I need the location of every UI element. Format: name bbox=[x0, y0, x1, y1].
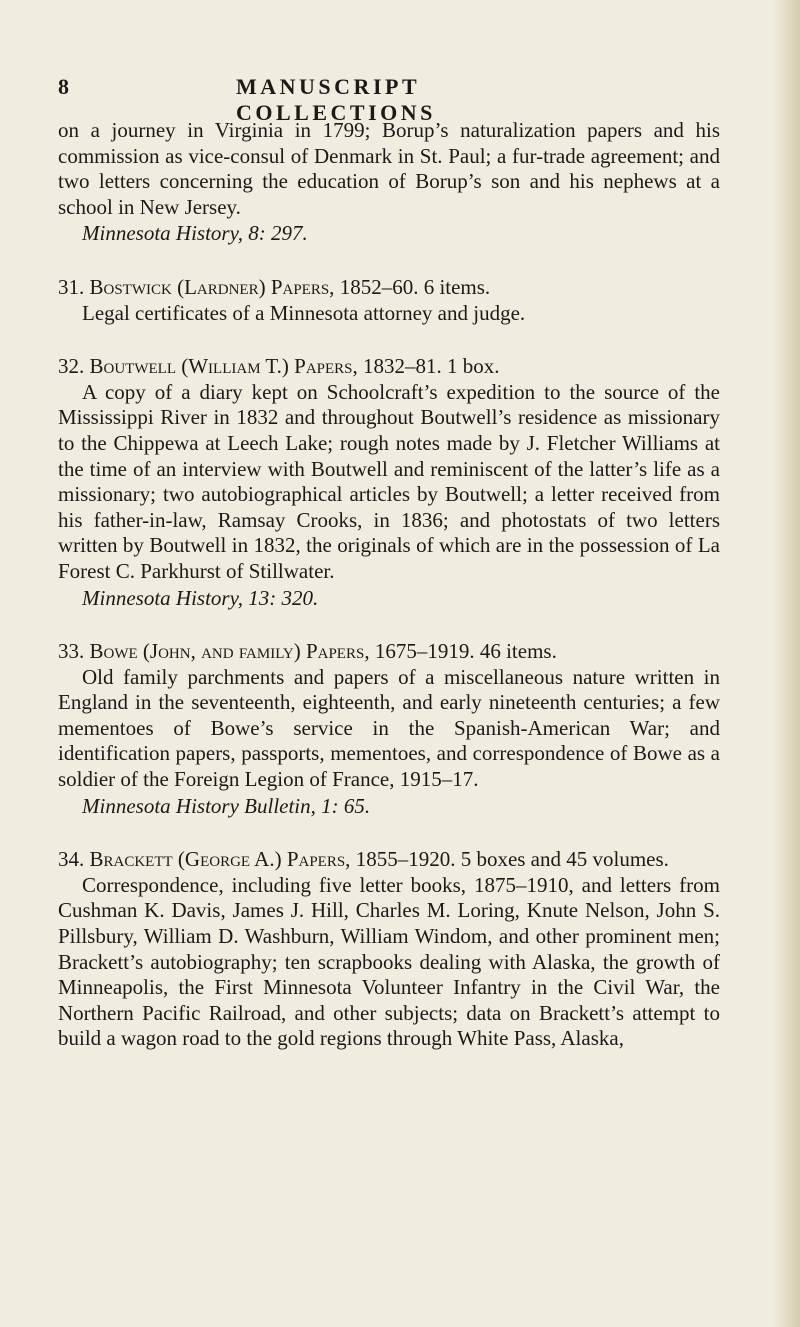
catalog-entry bbox=[58, 275, 720, 326]
running-title: MANUSCRIPT COLLECTIONS bbox=[236, 74, 436, 125]
running-header bbox=[58, 74, 603, 125]
entry-number: 33. bbox=[58, 639, 85, 664]
entry-description: Legal certificates of a Minnesota attorney and judge. bbox=[82, 300, 526, 325]
entry-heading bbox=[58, 354, 720, 380]
catalog-entry bbox=[58, 354, 720, 611]
page-number: 8 bbox=[58, 74, 73, 99]
entry-name: Boutwell (William T.) Papers, bbox=[89, 354, 358, 379]
entry-number: 32. bbox=[58, 354, 85, 379]
entry-description: A copy of a diary kept on Schoolcraft’s expedition to the source of the Mississippi River in 1832 and throughout Boutwell’s residence as missionary to the Chippewa at Leech Lake; rough notes made by J. Fletcher Williams at the time of an interview with Boutwell and reminiscent of the latter’s life as a missionary; two autobiographical articles by Boutwell; a letter received from his father-in-law, Ramsay Crooks, in 1836; and photostats of two letters written by Boutwell in 1832, the originals of which are in the possession of La Forest C. Parkhurst of Stillwater. bbox=[58, 379, 720, 583]
entry-extent: 1852–60. 6 items. bbox=[339, 274, 491, 299]
entry-description: Old family parchments and papers of a miscellaneous nature written in England in the seventeenth, eighteenth, and early nineteenth centuries; a few mementoes of Bowe’s service in the Spanish-American War; and identification papers, passports, mementoes, and correspondence of Bowe as a soldier of the Foreign Legion of France, 1915–17. bbox=[58, 664, 720, 792]
page-edge-shadow bbox=[774, 0, 800, 1327]
continuation-paragraph: on a journey in Virginia in 1799; Borup’s naturalization papers and his commission as vice-consul of Denmark in St. Paul; a fur-trade agreement; and two letters concerning the education of Borup’s son and his nephews at a school in New Jersey. bbox=[58, 118, 720, 219]
catalog-entry bbox=[58, 639, 720, 819]
entry-heading bbox=[58, 275, 720, 301]
entry-description: Correspondence, including five letter books, 1875–1910, and letters from Cushman K. Davis, James J. Hill, Charles M. Loring, Knute Nelson, John S. Pillsbury, William D. Washburn, William Windom, and other prominent men; Brackett’s autobiography; ten scrapbooks dealing with Alaska, the growth of Minneapolis, the First Minnesota Volunteer Infantry in the Civil War, the Northern Pacific Railroad, and other subjects; data on Brackett’s attempt to build a wagon road to the gold regions through White Pass, Alaska, bbox=[58, 872, 720, 1051]
entry-citation: Minnesota History Bulletin, 1: 65. bbox=[82, 793, 371, 818]
entry-extent: 1675–1919. 46 items. bbox=[374, 639, 557, 664]
continuation-citation: Minnesota History, 8: 297. bbox=[82, 221, 308, 246]
entry-extent: 1832–81. 1 box. bbox=[363, 354, 500, 379]
page-body bbox=[58, 118, 720, 1052]
entry-name: Brackett (George A.) Papers, bbox=[89, 847, 351, 872]
entry-citation: Minnesota History, 13: 320. bbox=[82, 585, 319, 610]
entry-extent: 1855–1920. 5 boxes and 45 volumes. bbox=[355, 847, 669, 872]
entry-name: Bowe (John, and family) Papers, bbox=[89, 639, 370, 664]
entry-number: 34. bbox=[58, 847, 85, 872]
entry-heading bbox=[58, 847, 720, 873]
catalog-entry bbox=[58, 847, 720, 1052]
entry-heading bbox=[58, 639, 720, 665]
entry-name: Bostwick (Lardner) Papers, bbox=[89, 274, 335, 299]
entry-number: 31. bbox=[58, 274, 85, 299]
